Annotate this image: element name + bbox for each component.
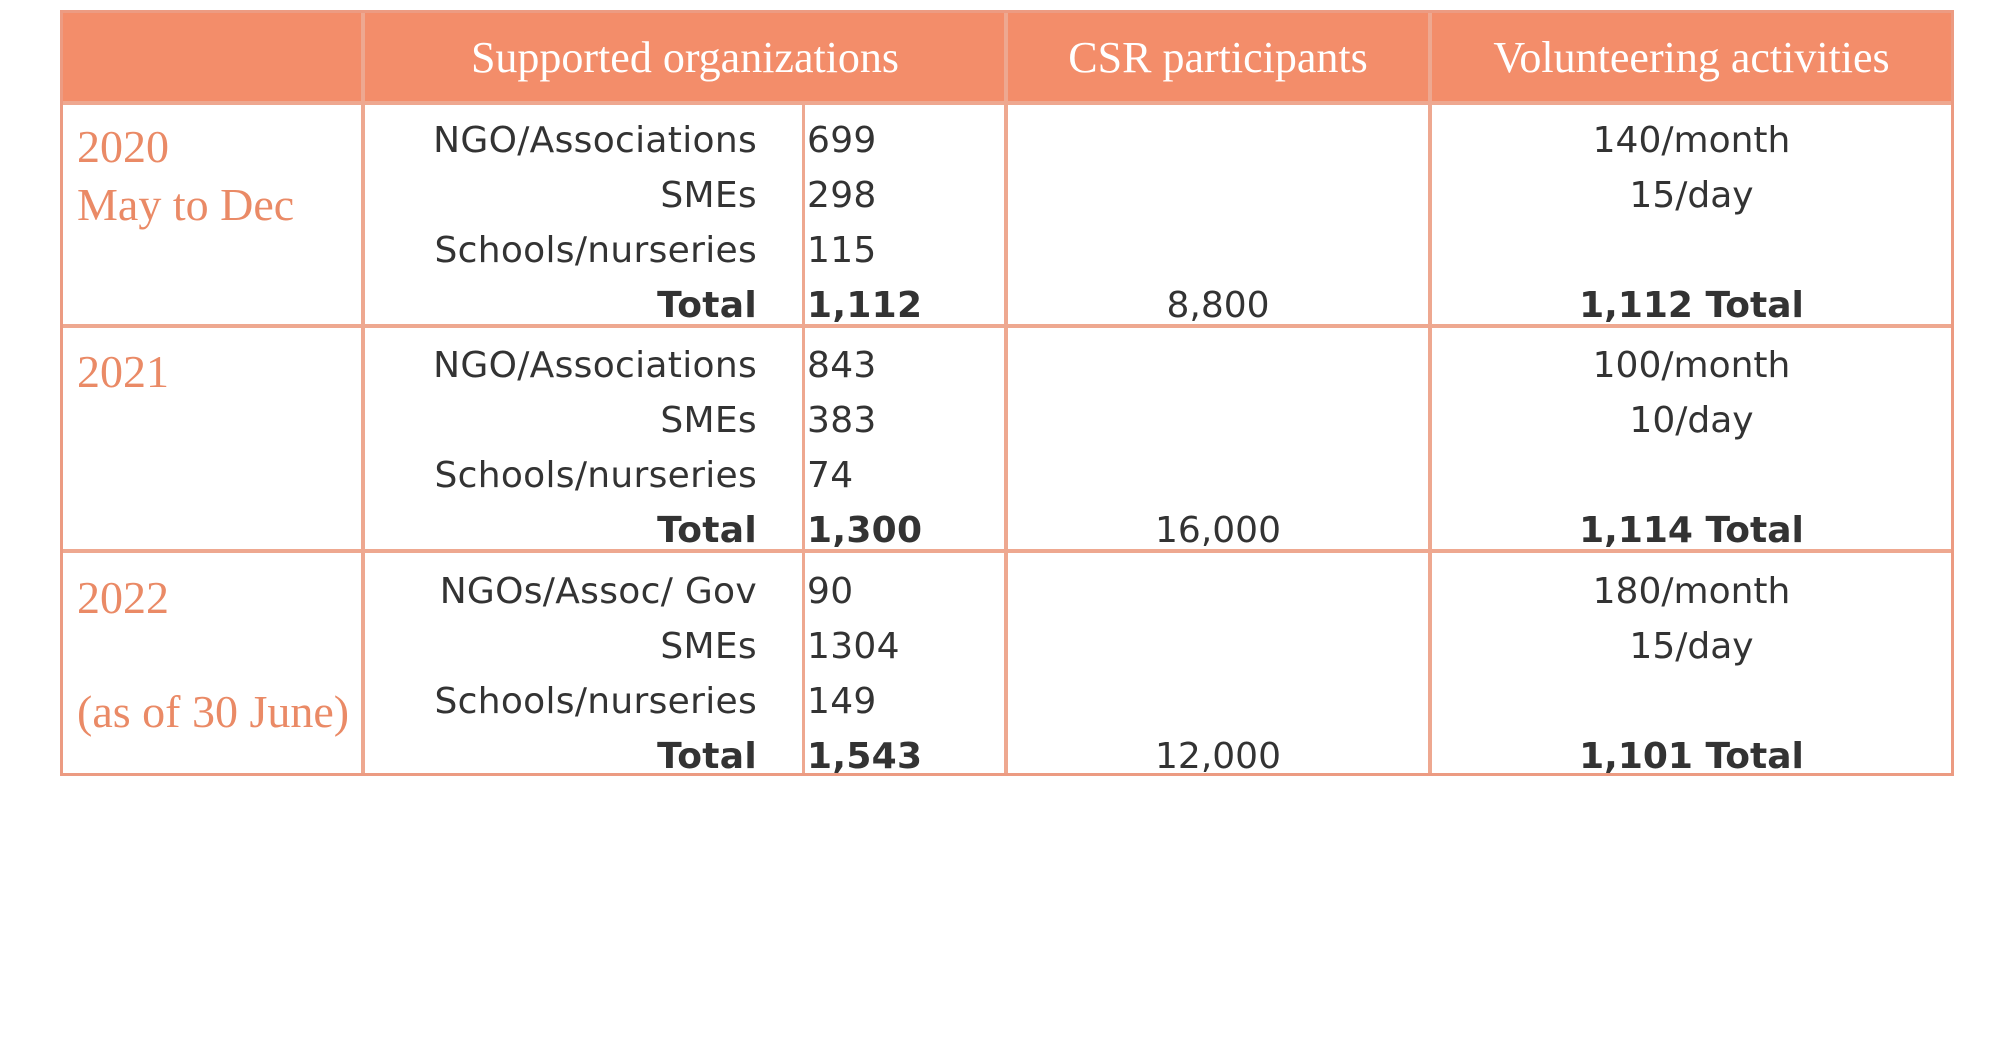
year-period-label: (as of 30 June)	[77, 686, 350, 737]
org-category-label: SMEs	[660, 400, 757, 441]
volunteering-total: 1,112 Total	[1579, 285, 1804, 326]
org-category-value: 843	[807, 345, 877, 386]
org-category-label: NGO/Associations	[433, 120, 757, 161]
header-empty-cell	[63, 13, 361, 101]
org-category-value: 74	[807, 455, 854, 496]
year-label: 2021	[77, 346, 169, 397]
row-divider	[63, 101, 1951, 105]
header-csr-participants: CSR participants	[1068, 32, 1368, 82]
org-total-label: Total	[657, 510, 757, 551]
csr-participants-value: 8,800	[1166, 285, 1270, 326]
volunteering-per-month: 140/month	[1592, 120, 1791, 161]
volunteering-total: 1,101 Total	[1579, 736, 1804, 777]
year-label: 2022	[77, 572, 169, 623]
org-category-label: SMEs	[660, 175, 757, 216]
org-total-label: Total	[657, 285, 757, 326]
org-category-label: NGOs/Assoc/ Gov	[439, 571, 757, 612]
header-supported-organizations: Supported organizations	[470, 32, 900, 82]
org-category-value: 699	[807, 120, 877, 161]
org-category-value: 298	[807, 175, 877, 216]
year-period-label: May to Dec	[77, 179, 295, 230]
csr-participants-value: 12,000	[1155, 736, 1281, 777]
volunteering-per-day: 15/day	[1629, 626, 1754, 667]
volunteering-per-day: 10/day	[1629, 400, 1754, 441]
org-category-label: Schools/nurseries	[434, 455, 757, 496]
data-table	[60, 10, 1954, 776]
org-category-label: Schools/nurseries	[434, 681, 757, 722]
org-total-label: Total	[657, 736, 757, 777]
org-total-value: 1,543	[807, 736, 923, 777]
org-category-value: 90	[807, 571, 854, 612]
org-category-value: 115	[807, 230, 877, 271]
volunteering-total: 1,114 Total	[1579, 510, 1804, 551]
year-label: 2020	[77, 121, 169, 172]
org-category-label: NGO/Associations	[433, 345, 757, 386]
volunteering-per-day: 15/day	[1629, 175, 1754, 216]
csr-participants-value: 16,000	[1155, 510, 1281, 551]
volunteering-per-month: 180/month	[1592, 571, 1791, 612]
org-category-value: 1304	[807, 626, 900, 667]
column-divider	[802, 101, 805, 773]
org-category-label: Schools/nurseries	[434, 230, 757, 271]
header-volunteering-activities: Volunteering activities	[1493, 32, 1890, 82]
org-total-value: 1,112	[807, 285, 923, 326]
org-category-label: SMEs	[660, 626, 757, 667]
volunteering-per-month: 100/month	[1592, 345, 1791, 386]
org-total-value: 1,300	[807, 510, 923, 551]
org-category-value: 149	[807, 681, 877, 722]
org-category-value: 383	[807, 400, 877, 441]
